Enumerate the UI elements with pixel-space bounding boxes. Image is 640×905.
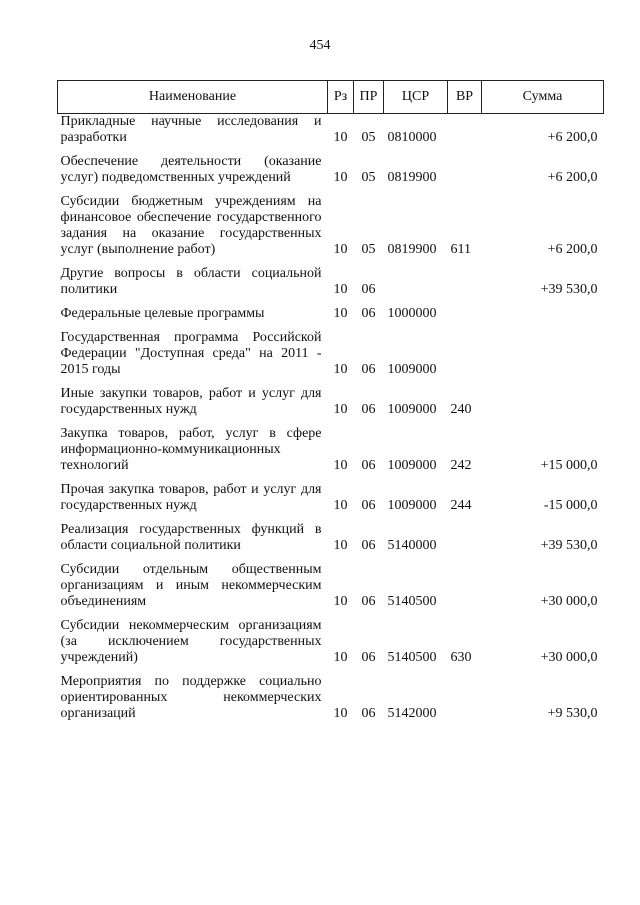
row-vr <box>448 562 482 610</box>
row-sum <box>482 330 604 378</box>
row-name: Закупка товаров, работ, услуг в сфере информационно-коммуникационных технологий <box>60 426 322 473</box>
row-vr: 611 <box>450 242 471 257</box>
row-rz: 10 <box>333 706 348 721</box>
row-vr <box>448 330 482 378</box>
row-rz: 10 <box>333 402 348 417</box>
row-csr: 5142000 <box>387 706 437 721</box>
header-name: Наименование <box>58 81 328 114</box>
row-csr: 0819900 <box>387 242 437 257</box>
row-sum: +39 530,0 <box>540 538 598 553</box>
row-sum: -15 000,0 <box>543 498 598 513</box>
row-vr <box>448 306 482 322</box>
row-sum: +30 000,0 <box>540 594 598 609</box>
row-name: Федеральные целевые программы <box>60 306 265 321</box>
table-row <box>58 562 604 610</box>
row-pr: 06 <box>361 650 376 665</box>
row-pr: 05 <box>361 130 376 145</box>
row-pr: 06 <box>361 538 376 553</box>
table-row <box>58 114 604 147</box>
row-pr: 06 <box>361 498 376 513</box>
row-pr: 06 <box>361 594 376 609</box>
budget-table-container <box>57 80 603 722</box>
table-row <box>58 522 604 554</box>
row-name: Государственная программа Российской Федерации "Доступная среда" на 2011 - 2015 годы <box>60 330 322 377</box>
table-header-row <box>58 81 604 114</box>
row-sum: +30 000,0 <box>540 650 598 665</box>
row-sum: +9 530,0 <box>547 706 598 721</box>
row-name: Субсидии отдельным общественным организациям и иным некоммерческим объединениям <box>60 562 322 609</box>
header-vr: ВР <box>448 81 482 114</box>
row-rz: 10 <box>333 306 348 321</box>
budget-table <box>57 80 604 722</box>
row-name: Реализация государственных функций в области социальной политики <box>60 522 322 553</box>
row-vr: 240 <box>450 402 472 417</box>
row-pr: 06 <box>361 362 376 377</box>
row-rz: 10 <box>333 362 348 377</box>
row-csr <box>384 266 448 298</box>
table-row <box>58 266 604 298</box>
row-sum <box>482 306 604 322</box>
row-pr: 06 <box>361 402 376 417</box>
table-row <box>58 154 604 186</box>
row-name: Субсидии бюджетным учреждениям на финансовое обеспечение государственного задания на оказание государственных услуг (выполнение работ) <box>60 194 322 257</box>
table-row <box>58 306 604 322</box>
row-vr <box>448 266 482 298</box>
row-rz: 10 <box>333 458 348 473</box>
row-name: Обеспечение деятельности (оказание услуг) подведомственных учреждений <box>60 154 322 185</box>
row-sum: +6 200,0 <box>547 130 598 145</box>
row-pr: 05 <box>361 242 376 257</box>
row-pr: 06 <box>361 458 376 473</box>
row-sum: +39 530,0 <box>540 282 598 297</box>
row-csr: 0810000 <box>387 130 437 145</box>
row-name: Мероприятия по поддержке социально ориентированных некоммерческих организаций <box>60 674 322 721</box>
row-name: Прикладные научные исследования и разработки <box>60 114 322 145</box>
row-name: Прочая закупка товаров, работ и услуг для государственных нужд <box>60 482 322 513</box>
row-rz: 10 <box>333 242 348 257</box>
table-row <box>58 618 604 666</box>
row-csr: 0819900 <box>387 170 437 185</box>
table-row <box>58 330 604 378</box>
table-row <box>58 386 604 418</box>
row-sum: +6 200,0 <box>547 170 598 185</box>
header-csr: ЦСР <box>384 81 448 114</box>
row-vr: 630 <box>450 650 472 665</box>
header-pr: ПР <box>354 81 384 114</box>
row-vr <box>448 114 482 147</box>
row-pr: 06 <box>361 282 376 297</box>
row-rz: 10 <box>333 170 348 185</box>
row-sum: +6 200,0 <box>547 242 598 257</box>
row-vr <box>448 154 482 186</box>
table-row <box>58 426 604 474</box>
row-name: Субсидии некоммерческим организациям (за исключением государственных учреждений) <box>60 618 322 665</box>
row-rz: 10 <box>333 282 348 297</box>
table-row <box>58 482 604 514</box>
row-vr <box>448 674 482 722</box>
row-sum <box>482 386 604 418</box>
row-csr: 1009000 <box>387 458 437 473</box>
row-vr: 242 <box>450 458 472 473</box>
row-name: Иные закупки товаров, работ и услуг для государственных нужд <box>60 386 322 417</box>
row-csr: 1009000 <box>387 362 437 377</box>
row-rz: 10 <box>333 650 348 665</box>
row-csr: 1009000 <box>387 498 437 513</box>
row-csr: 1000000 <box>387 306 437 321</box>
row-csr: 5140500 <box>387 650 437 665</box>
row-csr: 1009000 <box>387 402 437 417</box>
header-rz: Рз <box>328 81 354 114</box>
row-name: Другие вопросы в области социальной политики <box>60 266 322 297</box>
row-csr: 5140500 <box>387 594 437 609</box>
header-sum: Сумма <box>482 81 604 114</box>
row-pr: 05 <box>361 170 376 185</box>
row-rz: 10 <box>333 130 348 145</box>
table-row <box>58 194 604 258</box>
row-rz: 10 <box>333 498 348 513</box>
row-rz: 10 <box>333 594 348 609</box>
row-sum: +15 000,0 <box>540 458 598 473</box>
row-csr: 5140000 <box>387 538 437 553</box>
row-pr: 06 <box>361 306 376 321</box>
row-rz: 10 <box>333 538 348 553</box>
page-number: 454 <box>309 38 331 53</box>
row-pr: 06 <box>361 706 376 721</box>
table-row <box>58 674 604 722</box>
row-vr <box>448 522 482 554</box>
row-vr: 244 <box>450 498 472 513</box>
